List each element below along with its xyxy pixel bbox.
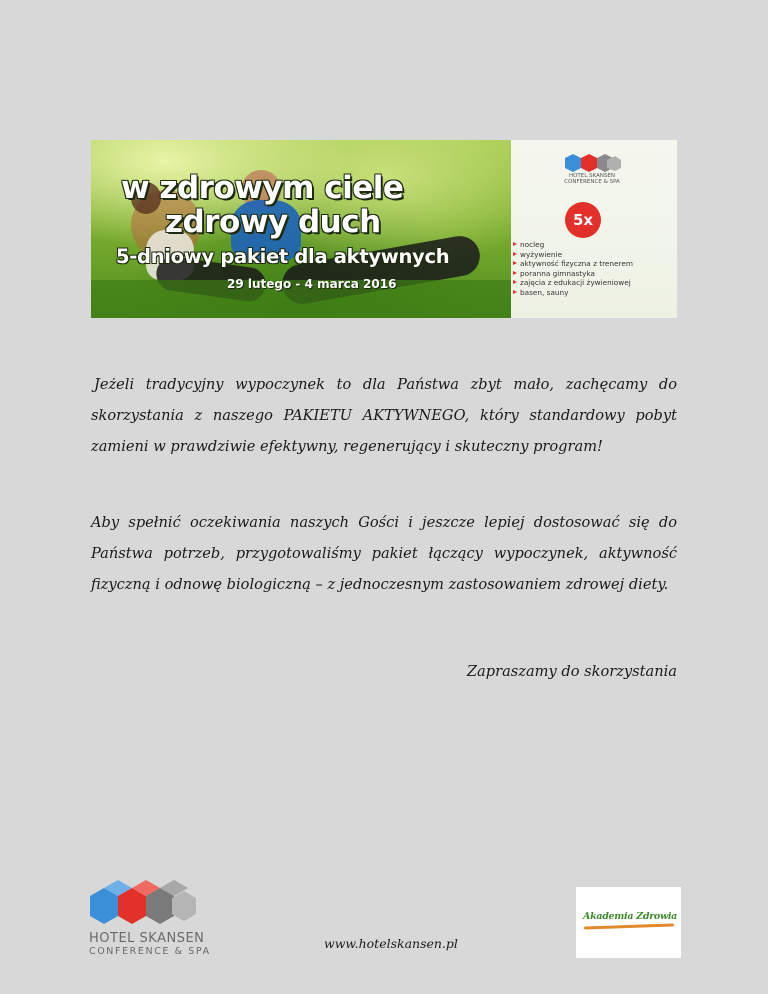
list-item: basen, sauny bbox=[513, 288, 633, 298]
banner-photo bbox=[91, 140, 511, 318]
partner-logo bbox=[576, 887, 681, 958]
promo-banner bbox=[91, 140, 677, 318]
intro-paragraph: Jeżeli tradycyjny wypoczynek to dla Państwa zbyt mało, zachęcamy do skorzystania z naszego PAKIETU AKTYWNEGO, który standardowy pobyt zamieni w prawdziwie efektywny, regenerujący i skuteczny program! bbox=[91, 376, 677, 455]
offer-paragraph: Aby spełnić oczekiwania naszych Gości i jeszcze lepiej dostosować się do Państwa potrzeb, przygotowaliśmy pakiet łączący wypoczynek, aktywność fizyczną i odnowę biologiczną – z jednoczesnym zastosowaniem zdrowej diety. bbox=[91, 514, 677, 593]
banner-feature-list bbox=[513, 240, 633, 298]
banner-headline-line2: zdrowy duch bbox=[165, 204, 381, 240]
list-item: wyżywienie bbox=[513, 250, 633, 260]
footer-logo-subtitle: CONFERENCE & SPA bbox=[89, 946, 211, 957]
partner-logo-name: Akademia Zdrowia bbox=[583, 911, 677, 922]
banner-logo-text: HOTEL SKANSEN CONFERENCE & SPA bbox=[564, 173, 620, 185]
banner-dates: 29 lutego - 4 marca 2016 bbox=[227, 277, 397, 291]
hotel-skansen-logo bbox=[88, 878, 200, 936]
footer-logo-name: HOTEL SKANSEN bbox=[89, 931, 205, 946]
list-item: aktywność fizyczna z trenerem bbox=[513, 259, 633, 269]
list-item: poranna gimnastyka bbox=[513, 269, 633, 279]
invitation-text: Zapraszamy do skorzystania bbox=[466, 663, 677, 680]
list-item: nocleg bbox=[513, 240, 633, 250]
banner-badge: 5x bbox=[565, 202, 601, 238]
banner-headline-line1: w zdrowym ciele bbox=[121, 170, 404, 206]
banner-subtitle: 5-dniowy pakiet dla aktywnych bbox=[116, 245, 450, 268]
list-item: zajęcia z edukacji żywieniowej bbox=[513, 278, 633, 288]
partner-swoosh bbox=[584, 923, 674, 929]
website-link[interactable]: www.hotelskansen.pl bbox=[324, 936, 458, 951]
